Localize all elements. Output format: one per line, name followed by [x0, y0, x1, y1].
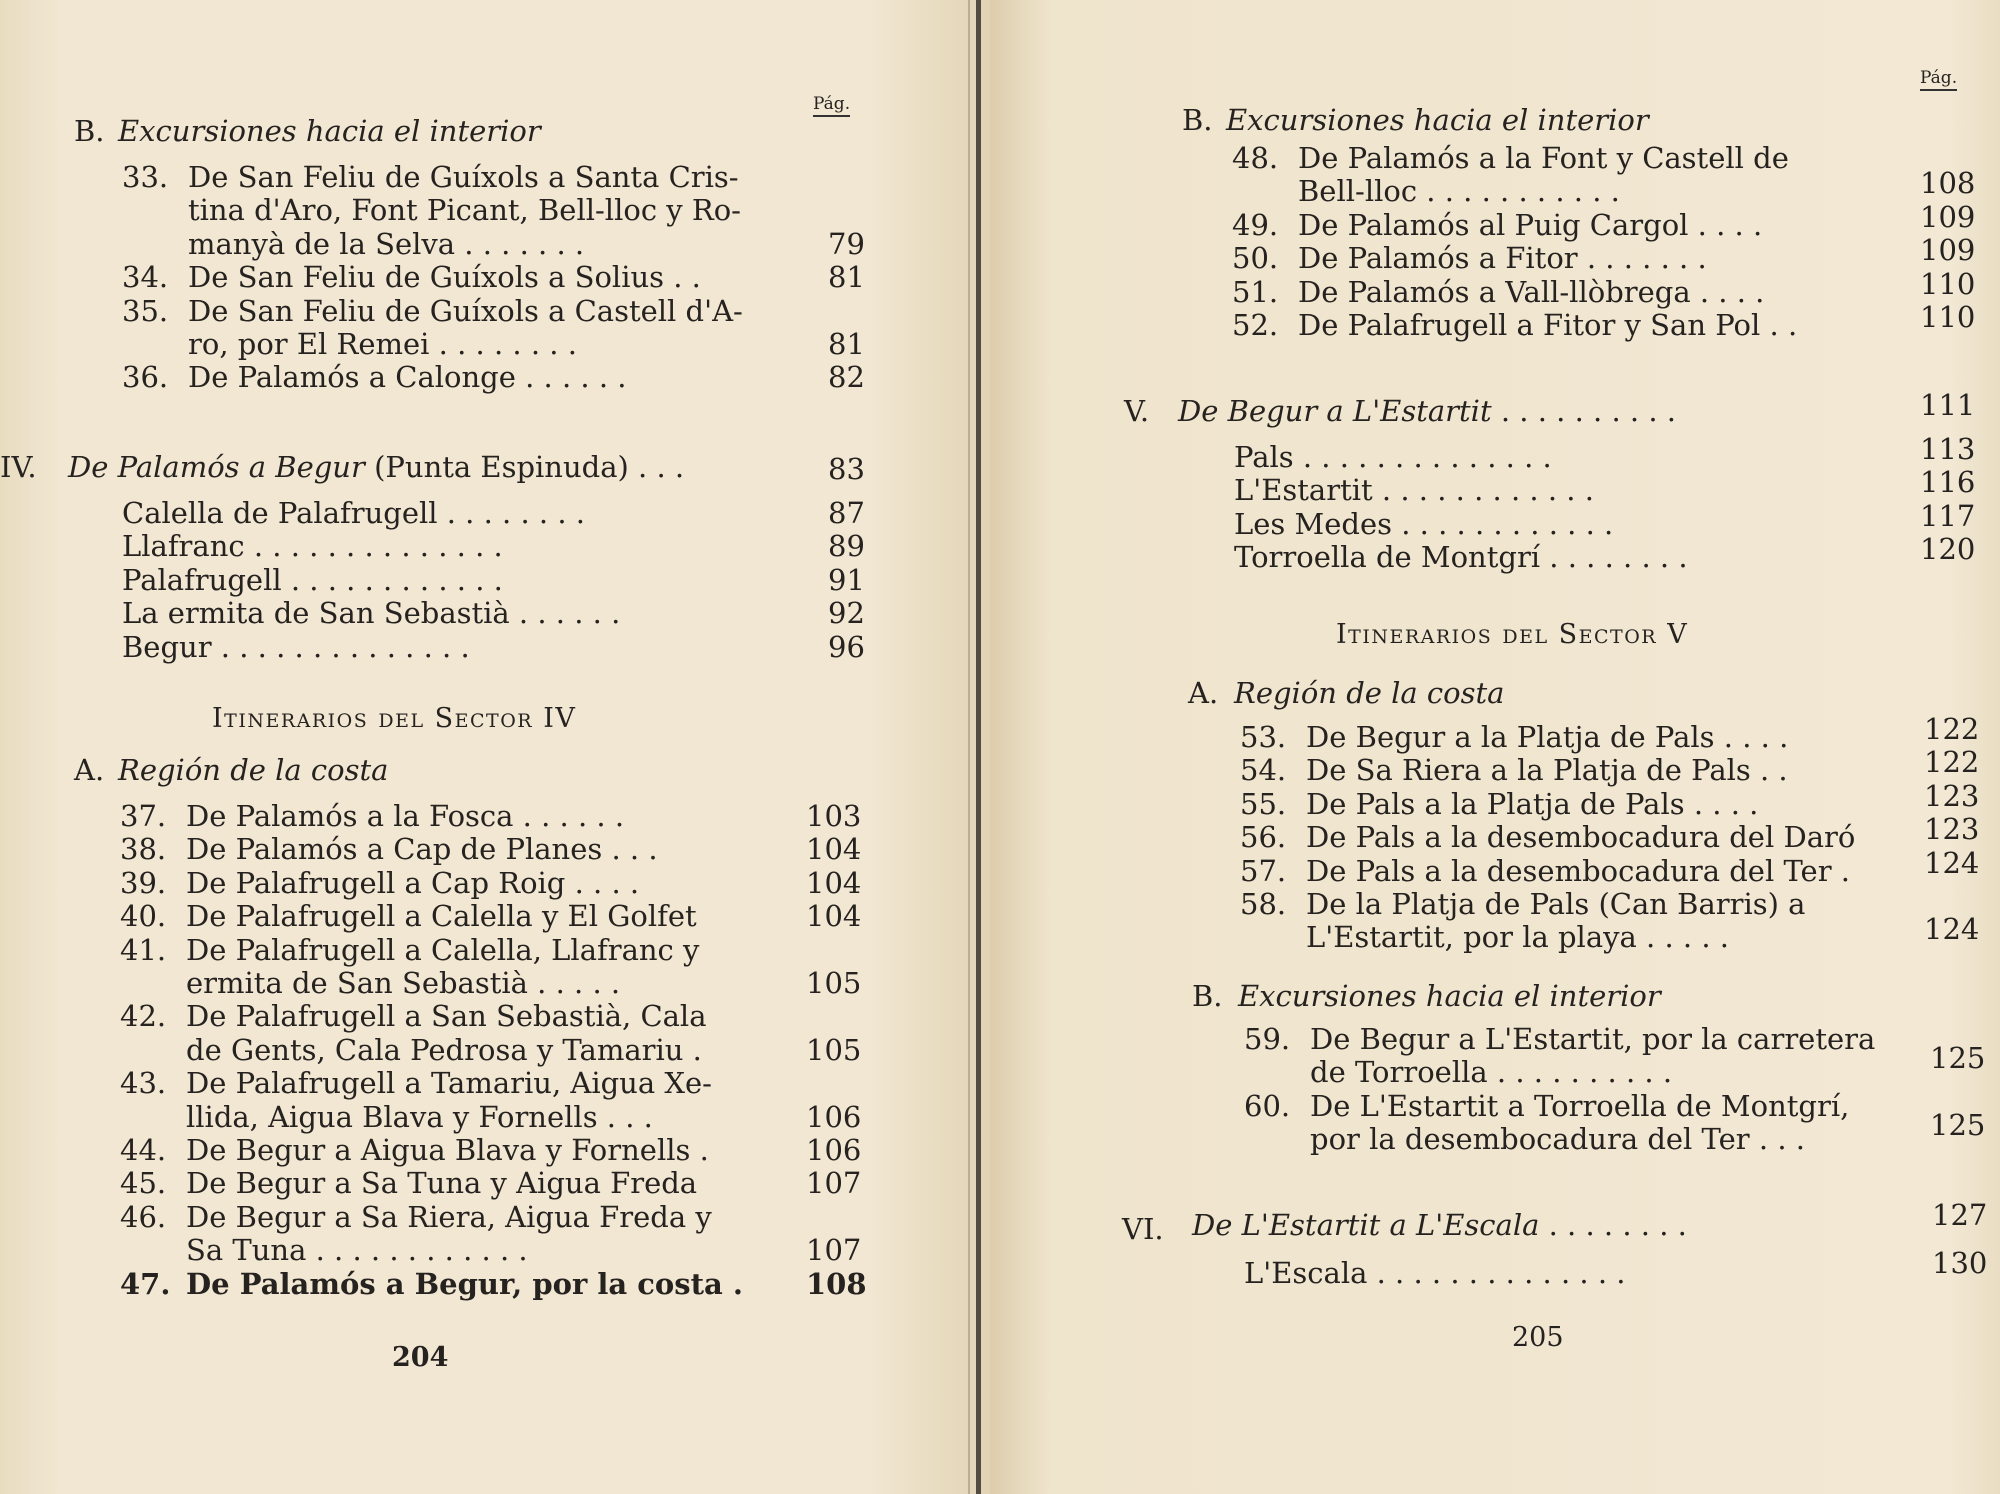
- entry-text: De Palamós a la Fosca . . . . . .: [186, 799, 625, 833]
- pag-column-label: Pág.: [813, 94, 850, 117]
- pag-column-label: Pág.: [1920, 68, 1957, 91]
- chapter-leader: . . . . . . . . . .: [1500, 394, 1676, 428]
- section-title: Excursiones hacia el interior: [1226, 103, 1649, 137]
- chapter-title-line: [1178, 394, 1676, 428]
- entry-number: 50.: [1232, 241, 1279, 276]
- entry-text: De San Feliu de Guíxols a Solius . .: [188, 260, 701, 295]
- place-name: La ermita de San Sebastià . . . . . .: [122, 596, 621, 631]
- chapter-page: 127: [1932, 1198, 1988, 1232]
- entry-text: de Gents, Cala Pedrosa y Tamariu .: [186, 1032, 702, 1067]
- entry-text: De Palamós a la Font y Castell de: [1298, 141, 1789, 175]
- entry-page: 103: [806, 799, 862, 833]
- section-letter: B.: [74, 114, 105, 148]
- entry-number: 47.: [120, 1266, 171, 1301]
- entry-page: 104: [806, 832, 862, 867]
- entry-text: De Palamós a Begur, por la costa .: [186, 1266, 743, 1301]
- entry-text: De Palafrugell a Calella y El Golfet: [186, 899, 697, 934]
- section-letter: B.: [1182, 103, 1213, 137]
- entry-number: 58.: [1240, 887, 1287, 921]
- entry-text: De Palamós a Fitor . . . . . . .: [1298, 241, 1707, 276]
- entry-page: 108: [806, 1266, 867, 1301]
- entry-text: De Begur a Sa Tuna y Aigua Freda: [186, 1166, 698, 1201]
- chapter-title: De Palamós a Begur: [68, 450, 365, 484]
- entry-page: 107: [806, 1233, 862, 1268]
- entry-number: 59.: [1244, 1022, 1291, 1056]
- entry-page: 110: [1920, 266, 1976, 301]
- entry-page: 82: [828, 360, 865, 395]
- place-name: Les Medes . . . . . . . . . . . .: [1234, 506, 1614, 541]
- entry-number: 51.: [1232, 274, 1279, 309]
- entry-text: De Pals a la desembocadura del Daró: [1306, 820, 1856, 855]
- place-name: Begur . . . . . . . . . . . . . .: [122, 629, 470, 664]
- entry-number: 45.: [120, 1166, 167, 1201]
- entry-text: De Begur a Sa Riera, Aigua Freda y: [186, 1199, 712, 1234]
- entry-page: 107: [806, 1166, 862, 1201]
- place-name: L'Escala . . . . . . . . . . . . . .: [1244, 1256, 1626, 1290]
- entry-page: 81: [828, 260, 865, 295]
- entry-text: De Begur a Aigua Blava y Fornells .: [186, 1133, 709, 1167]
- entry-number: 33.: [122, 160, 169, 194]
- section-title: Excursiones hacia el interior: [118, 114, 541, 148]
- entry-text: de Torroella . . . . . . . . . .: [1310, 1055, 1673, 1090]
- entry-number: 39.: [120, 865, 167, 900]
- place-page: 87: [828, 496, 865, 530]
- entry-text: ermita de San Sebastià . . . . .: [186, 966, 621, 1000]
- entry-number: 43.: [120, 1066, 167, 1101]
- section-title: Región de la costa: [118, 753, 389, 787]
- place-page: 89: [828, 529, 865, 564]
- chapter-title-line: [1192, 1208, 1687, 1242]
- entry-page: 81: [828, 327, 865, 361]
- section-letter: B.: [1192, 979, 1223, 1013]
- entry-text: por la desembocadura del Ter . . .: [1310, 1122, 1805, 1157]
- entry-text: llida, Aigua Blava y Fornells . . .: [186, 1099, 653, 1134]
- entry-number: 41.: [120, 932, 167, 967]
- section-title: Región de la costa: [1234, 676, 1505, 710]
- entry-text: De Pals a la Platja de Pals . . . .: [1306, 786, 1759, 821]
- entry-number: 35.: [122, 293, 169, 328]
- entry-number: 44.: [120, 1133, 167, 1167]
- entry-number: 34.: [122, 260, 169, 295]
- entry-page: 108: [1920, 166, 1976, 201]
- entry-text: De la Platja de Pals (Can Barris) a: [1306, 887, 1806, 921]
- entry-number: 37.: [120, 799, 167, 833]
- entry-number: 54.: [1240, 753, 1287, 788]
- entry-text: De San Feliu de Guíxols a Santa Cris-: [188, 160, 739, 194]
- book-gutter-shadow: [968, 0, 970, 1494]
- entry-page: 123: [1924, 812, 1980, 847]
- place-page: 91: [828, 562, 865, 597]
- entry-page: 124: [1924, 912, 1980, 947]
- entry-text: De L'Estartit a Torroella de Montgrí,: [1310, 1088, 1850, 1123]
- entry-text: De Begur a L'Estartit, por la carretera: [1310, 1022, 1876, 1056]
- entry-text: manyà de la Selva . . . . . . .: [188, 226, 585, 261]
- entry-number: 42.: [120, 999, 167, 1034]
- entry-page: 106: [806, 1133, 862, 1167]
- chapter-page: 83: [828, 452, 865, 486]
- entry-number: 38.: [120, 832, 167, 867]
- entry-page: 125: [1930, 1041, 1986, 1076]
- chapter-title: De L'Estartit a L'Escala: [1192, 1208, 1540, 1242]
- entry-page: 125: [1930, 1108, 1986, 1143]
- entry-text: De Begur a la Platja de Pals . . . .: [1306, 720, 1789, 754]
- entry-text: De Sa Riera a la Platja de Pals . .: [1306, 753, 1788, 788]
- entry-number: 55.: [1240, 786, 1287, 821]
- page-number: 204: [392, 1342, 449, 1373]
- entry-page: 104: [806, 865, 862, 900]
- entry-text: De Palamós al Puig Cargol . . . .: [1298, 207, 1763, 242]
- place-page: 130: [1932, 1246, 1988, 1280]
- entry-number: 36.: [122, 360, 169, 395]
- entry-text: De Palamós a Vall-llòbrega . . . .: [1298, 274, 1765, 309]
- entry-text: De Palafrugell a San Sebastià, Cala: [186, 999, 707, 1034]
- entry-page: 105: [806, 1032, 862, 1067]
- place-page: 116: [1920, 465, 1976, 500]
- entry-number: 46.: [120, 1199, 167, 1234]
- entry-number: 52.: [1232, 308, 1279, 342]
- chapter-number: V.: [1124, 394, 1150, 428]
- entry-text: De San Feliu de Guíxols a Castell d'A-: [188, 293, 743, 328]
- entry-page: 124: [1924, 845, 1980, 880]
- entry-page: 122: [1924, 745, 1980, 780]
- chapter-title: De Begur a L'Estartit: [1178, 394, 1492, 428]
- place-name: Pals . . . . . . . . . . . . . .: [1234, 440, 1552, 474]
- place-page: 120: [1920, 532, 1976, 567]
- entry-text: De Palafrugell a Fitor y San Pol . .: [1298, 308, 1798, 342]
- entry-text: ro, por El Remei . . . . . . . .: [188, 327, 577, 361]
- entry-number: 56.: [1240, 820, 1287, 855]
- place-page: 117: [1920, 498, 1976, 533]
- place-page: 92: [828, 596, 865, 631]
- entry-page: 110: [1920, 300, 1976, 334]
- entry-text: De Palamós a Cap de Planes . . .: [186, 832, 658, 867]
- section-letter: A.: [1188, 676, 1219, 710]
- itinerary-heading: Itinerarios del Sector V: [1336, 619, 1689, 650]
- entry-page: 105: [806, 966, 862, 1000]
- chapter-number: IV.: [0, 450, 37, 484]
- entry-number: 49.: [1232, 207, 1279, 242]
- entry-page: 109: [1920, 233, 1976, 268]
- entry-page: 106: [806, 1099, 862, 1134]
- entry-number: 53.: [1240, 720, 1287, 754]
- entry-page: 79: [828, 226, 865, 261]
- page-number: 205: [1512, 1322, 1564, 1353]
- place-name: Torroella de Montgrí . . . . . . . .: [1234, 540, 1688, 575]
- entry-number: 40.: [120, 899, 167, 934]
- entry-page: 123: [1924, 778, 1980, 813]
- section-title: Excursiones hacia el interior: [1238, 979, 1661, 1013]
- chapter-title-line: [68, 450, 684, 484]
- place-name: Llafranc . . . . . . . . . . . . . .: [122, 529, 503, 564]
- place-name: Palafrugell . . . . . . . . . . . .: [122, 562, 503, 597]
- section-letter: A.: [74, 753, 105, 787]
- place-name: Calella de Palafrugell . . . . . . . .: [122, 496, 586, 530]
- place-name: L'Estartit . . . . . . . . . . . .: [1234, 473, 1594, 508]
- chapter-leader: . . . . . . . .: [1548, 1208, 1687, 1242]
- book-gutter: [976, 0, 981, 1494]
- place-page: 96: [828, 629, 865, 664]
- chapter-page: 111: [1920, 388, 1976, 422]
- chapter-number: VI.: [1122, 1212, 1164, 1246]
- entry-number: 57.: [1240, 853, 1287, 888]
- entry-text: De Palamós a Calonge . . . . . .: [188, 360, 627, 395]
- entry-text: Sa Tuna . . . . . . . . . . . .: [186, 1233, 528, 1268]
- entry-text: De Palafrugell a Calella, Llafranc y: [186, 932, 700, 967]
- entry-text: De Palafrugell a Cap Roig . . . .: [186, 865, 640, 900]
- entry-page: 122: [1924, 712, 1980, 746]
- itinerary-heading: Itinerarios del Sector IV: [212, 703, 577, 734]
- entry-text: Bell-lloc . . . . . . . . . . .: [1298, 174, 1620, 209]
- entry-page: 109: [1920, 199, 1976, 234]
- entry-text: De Pals a la desembocadura del Ter .: [1306, 853, 1851, 888]
- entry-page: 104: [806, 899, 862, 934]
- entry-text: tina d'Aro, Font Picant, Bell-lloc y Ro-: [188, 193, 741, 228]
- entry-text: L'Estartit, por la playa . . . . .: [1306, 920, 1729, 955]
- chapter-subtitle-leader: (Punta Espinuda) . . .: [374, 450, 685, 484]
- entry-number: 60.: [1244, 1088, 1291, 1123]
- entry-text: De Palafrugell a Tamariu, Aigua Xe-: [186, 1066, 712, 1101]
- place-page: 113: [1920, 432, 1976, 466]
- entry-number: 48.: [1232, 141, 1279, 175]
